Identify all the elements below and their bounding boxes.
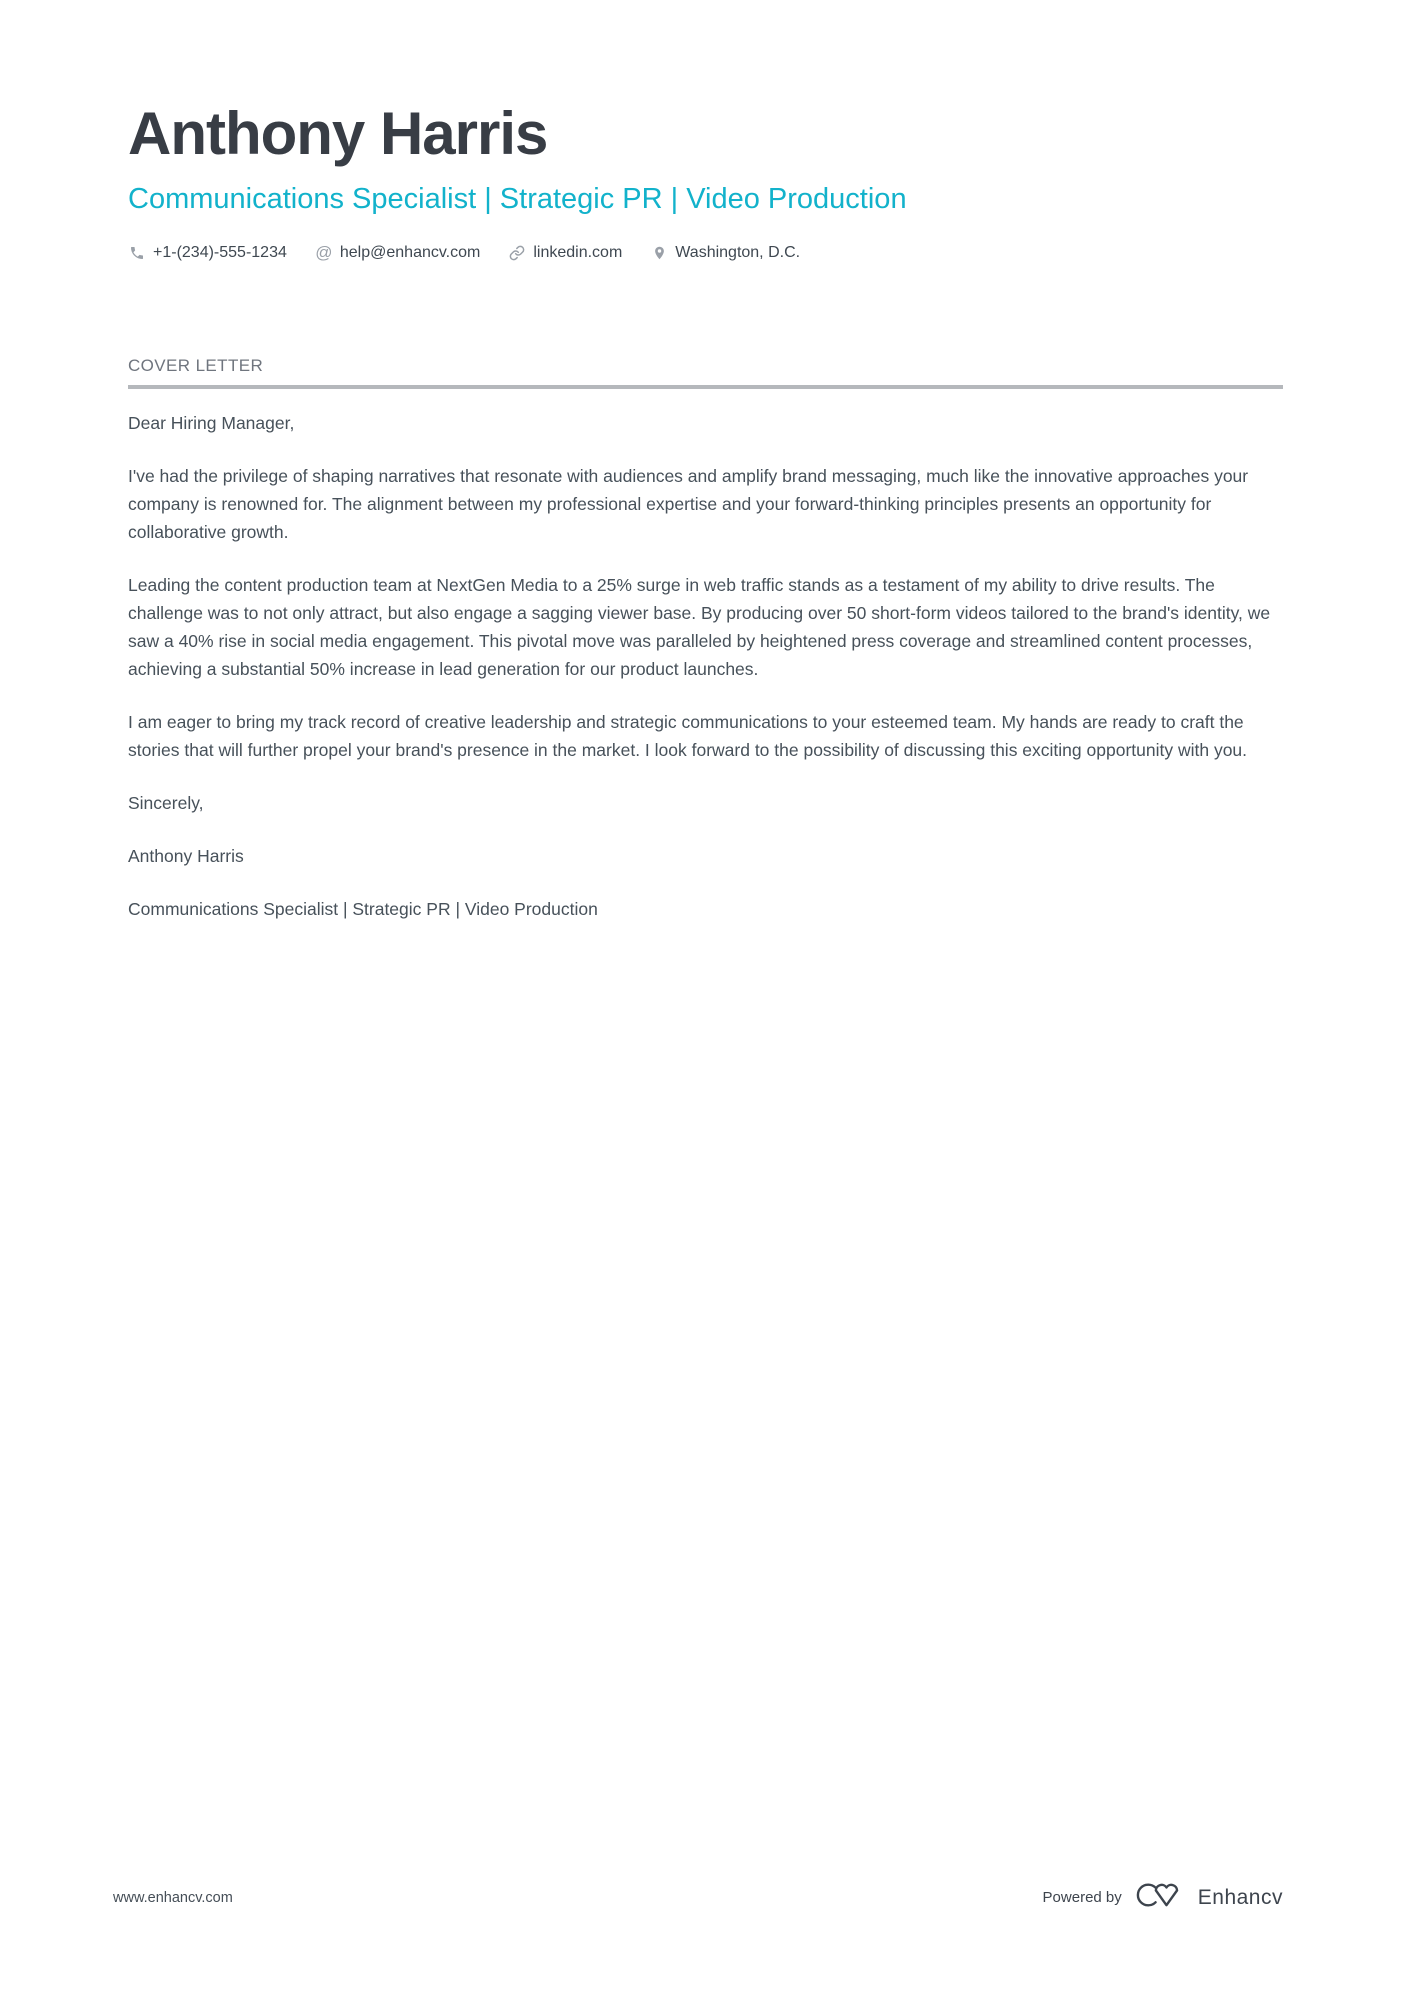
person-headline: Communications Specialist | Strategic PR | Video Production [128, 183, 907, 215]
contact-location [650, 244, 800, 262]
section-label: COVER LETTER [128, 356, 264, 375]
phone-number: +1-(234)-555-1234 [153, 244, 287, 261]
footer-website-link[interactable]: www.enhancv.com [113, 1890, 233, 1906]
contact-phone [128, 244, 287, 262]
letter-closing: Sincerely, [128, 793, 204, 813]
location-text: Washington, D.C. [675, 244, 801, 261]
link-icon [508, 244, 526, 262]
linkedin-url[interactable]: linkedin.com [533, 244, 623, 261]
letter-paragraph: I am eager to bring my track record of creative leadership and strategic communications to your esteemed team. My hands are ready to craft the stories that will further propel your brand's presence in the market. I look forward to the possibility of discussing this exciting opportunity with you. [128, 712, 1248, 760]
contact-row [128, 244, 1283, 262]
letter-body [128, 409, 1283, 948]
enhancv-logo-icon [1136, 1881, 1184, 1914]
salutation: Dear Hiring Manager, [128, 413, 295, 433]
section-divider [128, 385, 1283, 389]
signature-title: Communications Specialist | Strategic PR | Video Production [128, 899, 598, 919]
cover-letter-section-header [128, 356, 1283, 389]
email-address[interactable]: help@enhancv.com [339, 244, 481, 261]
contact-email[interactable] [315, 244, 480, 262]
powered-by-block[interactable] [1043, 1881, 1283, 1914]
document-header [128, 100, 1283, 262]
contact-linkedin[interactable] [508, 244, 622, 262]
at-icon: @ [315, 243, 333, 262]
enhancv-wordmark: Enhancv [1197, 1885, 1283, 1909]
signature-name: Anthony Harris [128, 846, 244, 866]
phone-icon [128, 244, 146, 262]
letter-paragraph: Leading the content production team at NextGen Media to a 25% surge in web traffic stands as a testament of my ability to drive results. The challenge was to not only attract, but also engage a sagging viewer base. By producing over 50 short-form videos tailored to the brand's identity, we saw a 40% rise in social media engagement. This pivotal move was paralleled by heightened press coverage and streamlined content processes, achieving a substantial 50% increase in lead generation for our product launches. [128, 575, 1271, 679]
powered-by-label: Powered by [1042, 1889, 1122, 1906]
person-name: Anthony Harris [128, 100, 548, 167]
location-icon [650, 244, 668, 262]
letter-paragraph: I've had the privilege of shaping narratives that resonate with audiences and amplify brand messaging, much like the innovative approaches your company is renowned for. The alignment between my professional expertise and your forward-thinking principles presents an opportunity for collaborative growth. [128, 466, 1249, 542]
